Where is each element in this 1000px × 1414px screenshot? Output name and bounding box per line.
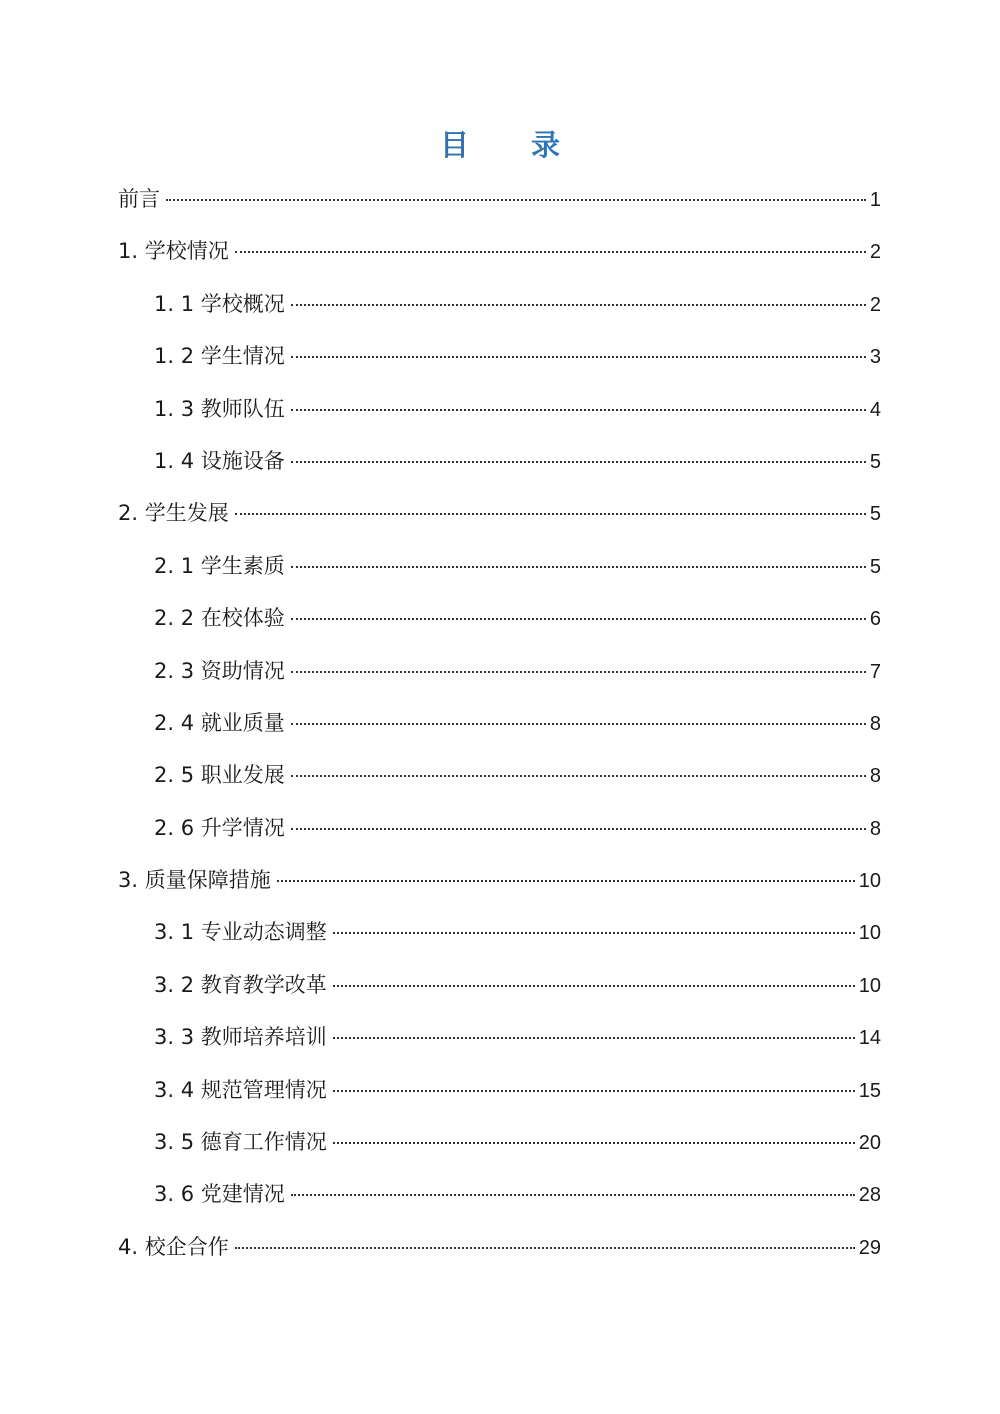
toc-subentry[interactable] <box>118 1116 881 1168</box>
toc-page-number: 4 <box>869 398 881 421</box>
toc-entry-label: 3. 6 党建情况 <box>154 1182 285 1207</box>
toc-page-number: 8 <box>869 712 881 735</box>
dot-leader <box>291 723 866 725</box>
toc-entry-label: 3. 4 规范管理情况 <box>154 1077 327 1102</box>
dot-leader <box>333 932 855 934</box>
toc-subentry[interactable] <box>118 1011 881 1063</box>
dot-leader <box>291 304 866 306</box>
toc-entry[interactable] <box>118 854 881 906</box>
toc-entry[interactable] <box>118 225 881 277</box>
toc-entry-label: 2. 3 资助情况 <box>154 658 285 683</box>
dot-leader <box>333 1142 855 1144</box>
toc-page-number: 2 <box>869 293 881 316</box>
toc-entry-label: 1. 2 学生情况 <box>154 344 285 369</box>
toc-subentry[interactable] <box>118 592 881 644</box>
toc-page-number: 29 <box>858 1236 881 1259</box>
toc-page-number: 14 <box>858 1027 881 1050</box>
dot-leader <box>291 618 866 620</box>
dot-leader <box>291 775 866 777</box>
toc-entry-label: 3. 质量保障措施 <box>118 868 271 893</box>
toc-subentry[interactable] <box>118 906 881 958</box>
toc-entry-label: 1. 3 教师队伍 <box>154 396 285 421</box>
toc-page-number: 8 <box>869 765 881 788</box>
toc-subentry[interactable] <box>118 802 881 854</box>
toc-subentry[interactable] <box>118 383 881 435</box>
dot-leader <box>333 985 855 987</box>
dot-leader <box>235 251 866 253</box>
toc-page-number: 2 <box>869 241 881 264</box>
dot-leader <box>333 1037 855 1039</box>
toc-subentry[interactable] <box>118 645 881 697</box>
toc-entry-label: 4. 校企合作 <box>118 1234 229 1259</box>
toc-subentry[interactable] <box>118 1168 881 1220</box>
toc-subentry[interactable] <box>118 697 881 749</box>
toc-page-number: 28 <box>858 1184 881 1207</box>
toc-subentry[interactable] <box>118 330 881 382</box>
toc-entry[interactable] <box>118 487 881 539</box>
dot-leader <box>291 671 866 673</box>
dot-leader <box>291 828 866 830</box>
toc-subentry[interactable] <box>118 749 881 801</box>
dot-leader <box>291 566 866 568</box>
toc-entry-label: 前言 <box>118 187 160 211</box>
toc-page-number: 20 <box>858 1132 881 1155</box>
dot-leader <box>166 199 866 201</box>
toc-entry-label: 1. 学校情况 <box>118 239 229 264</box>
toc-entry-label: 1. 1 学校概况 <box>154 291 285 316</box>
dot-leader <box>291 356 866 358</box>
toc-page-number: 3 <box>869 346 881 369</box>
toc-entry-label: 3. 5 德育工作情况 <box>154 1130 327 1155</box>
toc-subentry[interactable] <box>118 278 881 330</box>
toc-entry-label: 2. 5 职业发展 <box>154 763 285 788</box>
dot-leader <box>291 1194 855 1196</box>
toc-entry-label: 2. 4 就业质量 <box>154 710 285 735</box>
toc-page-number: 15 <box>858 1079 881 1102</box>
dot-leader <box>235 1247 855 1249</box>
toc-entry[interactable] <box>118 173 881 225</box>
toc-page-number: 6 <box>869 608 881 631</box>
page-title: 目 录 <box>439 128 587 162</box>
toc-subentry[interactable] <box>118 1064 881 1116</box>
toc-subentry[interactable] <box>118 540 881 592</box>
toc-subentry[interactable] <box>118 959 881 1011</box>
toc-page-number: 10 <box>858 870 881 893</box>
dot-leader <box>291 409 866 411</box>
toc-entry-label: 2. 学生发展 <box>118 501 229 526</box>
toc-subentry[interactable] <box>118 435 881 487</box>
toc-page-number: 5 <box>869 503 881 526</box>
dot-leader <box>235 513 866 515</box>
toc-page-number: 10 <box>858 974 881 997</box>
toc-page-number: 1 <box>869 189 881 211</box>
toc-entry-label: 3. 3 教师培养培训 <box>154 1025 327 1050</box>
toc-entry-label: 3. 1 专业动态调整 <box>154 920 327 945</box>
toc-page-number: 7 <box>869 660 881 683</box>
dot-leader <box>333 1090 855 1092</box>
table-of-contents <box>118 173 881 1273</box>
toc-entry-label: 3. 2 教育教学改革 <box>154 972 327 997</box>
toc-page-number: 8 <box>869 817 881 840</box>
toc-page-number: 5 <box>869 450 881 473</box>
dot-leader <box>277 880 855 882</box>
toc-page-number: 5 <box>869 555 881 578</box>
toc-page-number: 10 <box>858 922 881 945</box>
toc-entry-label: 2. 6 升学情况 <box>154 815 285 840</box>
toc-entry[interactable] <box>118 1221 881 1273</box>
toc-entry-label: 2. 1 学生素质 <box>154 553 285 578</box>
toc-entry-label: 1. 4 设施设备 <box>154 448 285 473</box>
toc-entry-label: 2. 2 在校体验 <box>154 606 285 631</box>
dot-leader <box>291 461 866 463</box>
